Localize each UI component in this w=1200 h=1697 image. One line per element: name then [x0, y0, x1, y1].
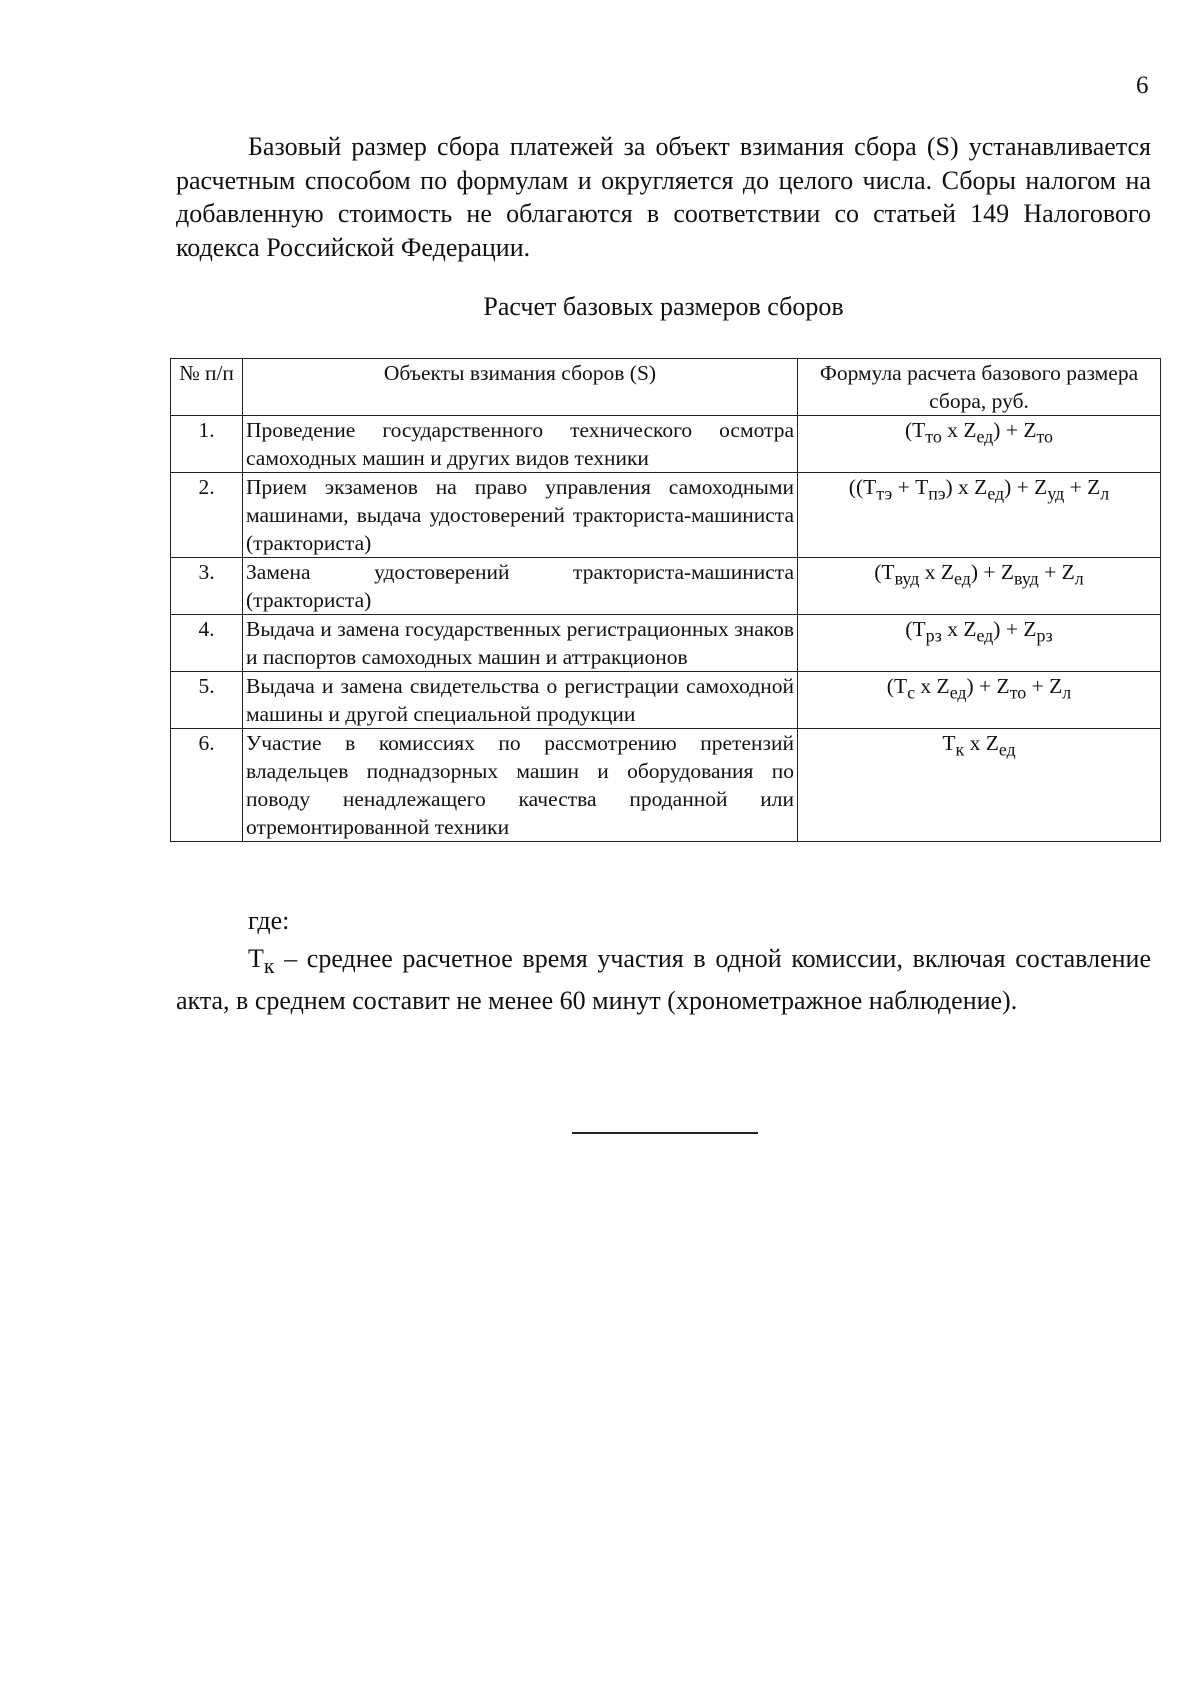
- table-row: [171, 416, 1161, 473]
- row-formula: $T_к$ x $Z_{ед}$: [798, 729, 1161, 842]
- definition-paragraph: $T_к$ – среднее расчетное время участия в одной комиссии, включая составление акта, в среднем составит не менее 60 минут (хронометражное наблюдение).: [176, 944, 1151, 1015]
- row-number: 2.: [171, 473, 243, 558]
- table-header-row: [171, 359, 1161, 416]
- where-label: где:: [248, 906, 290, 935]
- table-row: [171, 473, 1161, 558]
- fee-calculation-table: [170, 358, 1161, 842]
- row-number: 3.: [171, 558, 243, 615]
- end-divider: [572, 1132, 758, 1134]
- row-formula: ($T_{рз}$ x $Z_{ед}) + Z_{рз}$: [798, 615, 1161, 672]
- header-number: № п/п: [171, 359, 243, 416]
- row-formula: ($(T_{тэ} + T_{пэ})$ x $Z_{ед}) + Z_{уд} + Z_л$: [798, 473, 1161, 558]
- row-object: Замена удостоверений тракториста-машиниста (тракториста): [243, 558, 798, 615]
- row-number: 4.: [171, 615, 243, 672]
- row-number: 5.: [171, 672, 243, 729]
- row-object: Прием экзаменов на право управления самоходными машинами, выдача удостоверений тракториста-машиниста (тракториста): [243, 473, 798, 558]
- table-row: [171, 672, 1161, 729]
- table-title: Расчет базовых размеров сборов: [483, 292, 844, 321]
- row-number: 1.: [171, 416, 243, 473]
- row-formula: ($T_с$ x $Z_{ед}) + Z_{то} + Z_л$: [798, 672, 1161, 729]
- row-formula: ($T_{вуд}$ x $Z_{ед}) + Z_{вуд} + Z_л$: [798, 558, 1161, 615]
- intro-paragraph: Базовый размер сбора платежей за объект взимания сбора (S) устанавливается расчетным способом по формулам и округляется до целого числа. Сборы налогом на добавленную стоимость не облагаются в соответствии со статьей 149 Налогового кодекса Российской Федерации.: [176, 132, 1151, 262]
- table-row: [171, 558, 1161, 615]
- row-object: Участие в комиссиях по рассмотрению претензий владельцев поднадзорных машин и оборудования по поводу ненадлежащего качества проданной или отремонтированной техники: [243, 729, 798, 842]
- header-object: Объекты взимания сборов (S): [243, 359, 798, 416]
- header-formula: Формула расчета базового размера сбора, руб.: [798, 359, 1161, 416]
- row-formula: ($T_{то}$ x $Z_{ед}) + Z_{то}$: [798, 416, 1161, 473]
- table-row: [171, 615, 1161, 672]
- row-object: Выдача и замена свидетельства о регистрации самоходной машины и другой специальной продукции: [243, 672, 798, 729]
- page-number: 6: [1136, 72, 1149, 99]
- row-object: Проведение государственного технического осмотра самоходных машин и других видов техники: [243, 416, 798, 473]
- row-number: 6.: [171, 729, 243, 842]
- table-row: [171, 729, 1161, 842]
- row-object: Выдача и замена государственных регистрационных знаков и паспортов самоходных машин и аттракционов: [243, 615, 798, 672]
